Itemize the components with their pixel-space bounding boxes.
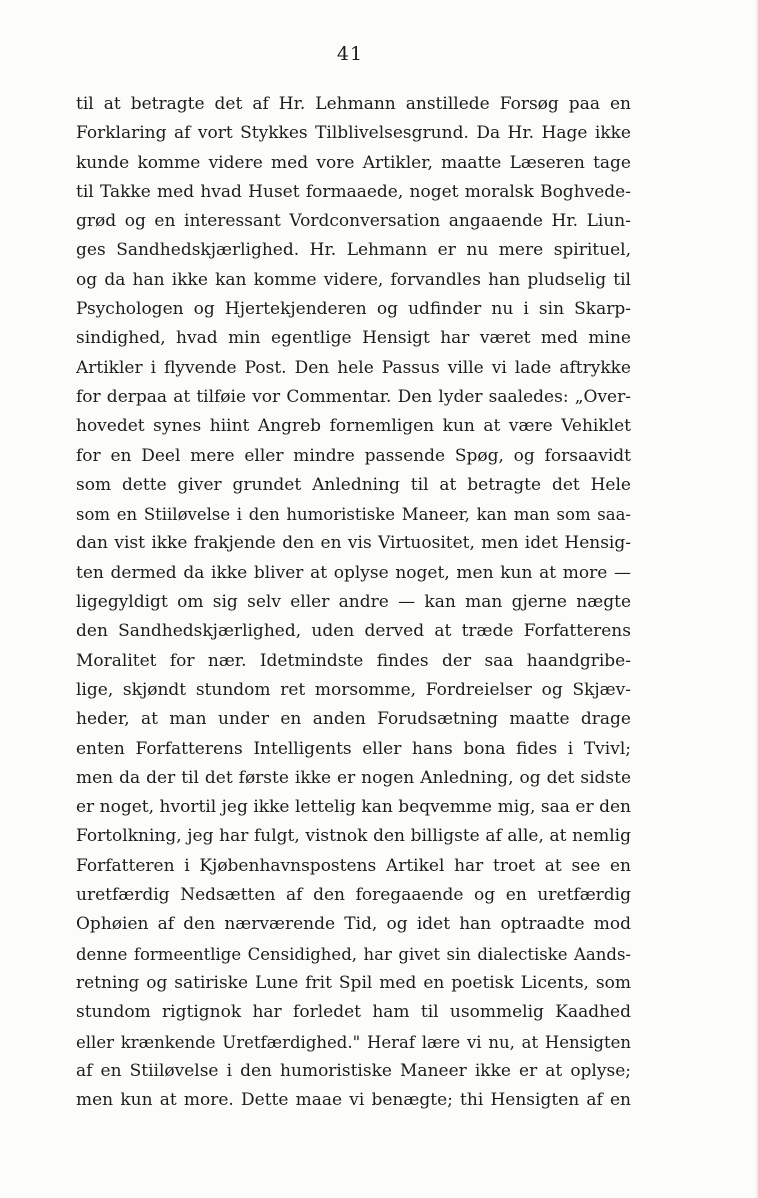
text-line: sindighed, hvad min egentlige Hensigt har været med mine [76,328,631,349]
text-line: Ophøien af den nærværende Tid, og idet han optraadte mod [76,914,631,935]
body-text [76,90,631,1115]
text-line: grød og en interessant Vordconversation angaaende Hr. Liun- [76,211,631,232]
text-line: den Sandhedskjærlighed, uden derved at træde Forfatterens [76,621,631,642]
text-line: hovedet synes hiint Angreb fornemligen kun at være Vehiklet [76,416,631,437]
text-line: denne formeentlige Censidighed, har givet sin dialectiske Aands- [76,944,631,964]
text-line: Fortolkning, jeg har fulgt, vistnok den billigste af alle, at nemlig [76,826,631,847]
text-line: Forfatteren i Kjøbenhavnspostens Artikel har troet at see en [76,855,631,876]
text-line: uretfærdig Nedsætten af den foregaaende og en uretfærdig [76,885,631,906]
text-line: ten dermed da ikke bliver at oplyse noget, men kun at more — [76,562,631,583]
text-line: men kun at more. Dette maae vi benægte; thi Hensigten af en [76,1090,631,1111]
text-line: til Takke med hvad Huset formaaede, noget moralsk Boghvede- [76,181,631,202]
text-line: men da der til det første ikke er nogen Anledning, og det sidste [76,767,631,788]
text-line: Artikler i flyvende Post. Den hele Passus ville vi lade aftrykke [76,357,631,378]
text-line: og da han ikke kan komme videre, forvandles han pludselig til [76,269,631,290]
text-line: Psychologen og Hjertekjenderen og udfinder nu i sin Skarp- [76,299,631,320]
text-line: til at betragte det af Hr. Lehmann anstillede Forsøg paa en [76,94,631,114]
text-line: enten Forfatterens Intelligents eller hans bona fides i Tvivl; [76,738,631,759]
text-line: ligegyldigt om sig selv eller andre — kan man gjerne nægte [76,592,631,613]
text-line: Moralitet for nær. Idetmindste findes der saa haandgribe- [76,650,631,671]
text-line: som dette giver grundet Anledning til at betragte det Hele [76,474,631,495]
text-line: som en Stiiløvelse i den humoristiske Maneer, kan man som saa- [76,505,631,525]
text-line: Forklaring af vort Stykkes Tilblivelsesgrund. Da Hr. Hage ikke [76,123,631,144]
text-line: retning og satiriske Lune frit Spil med en poetisk Licents, som [76,972,631,993]
page-number: 41 [336,43,364,65]
text-line: stundom rigtignok har forledet ham til usommelig Kaadhed [76,1002,631,1023]
text-line: kunde komme videre med vore Artikler, maatte Læseren tage [76,152,631,173]
text-line: for derpaa at tilføie vor Commentar. Den lyder saaledes: „Over- [76,386,631,407]
text-line: af en Stiiløvelse i den humoristiske Maneer ikke er at oplyse; [76,1060,631,1081]
text-line: eller krænkende Uretfærdighed." Heraf lære vi nu, at Hensigten [76,1032,631,1052]
text-line: heder, at man under en anden Forudsætning maatte drage [76,709,631,730]
text-line: for en Deel mere eller mindre passende Spøg, og forsaavidt [76,445,631,466]
text-line: ges Sandhedskjærlighed. Hr. Lehmann er nu mere spirituel, [76,240,631,261]
text-line: lige, skjøndt stundom ret morsomme, Fordreielser og Skjæv- [76,679,631,700]
text-line: er noget, hvortil jeg ikke lettelig kan beqvemme mig, saa er den [76,797,631,818]
text-line: dan vist ikke frakjende den en vis Virtuositet, men idet Hensig- [76,533,631,554]
